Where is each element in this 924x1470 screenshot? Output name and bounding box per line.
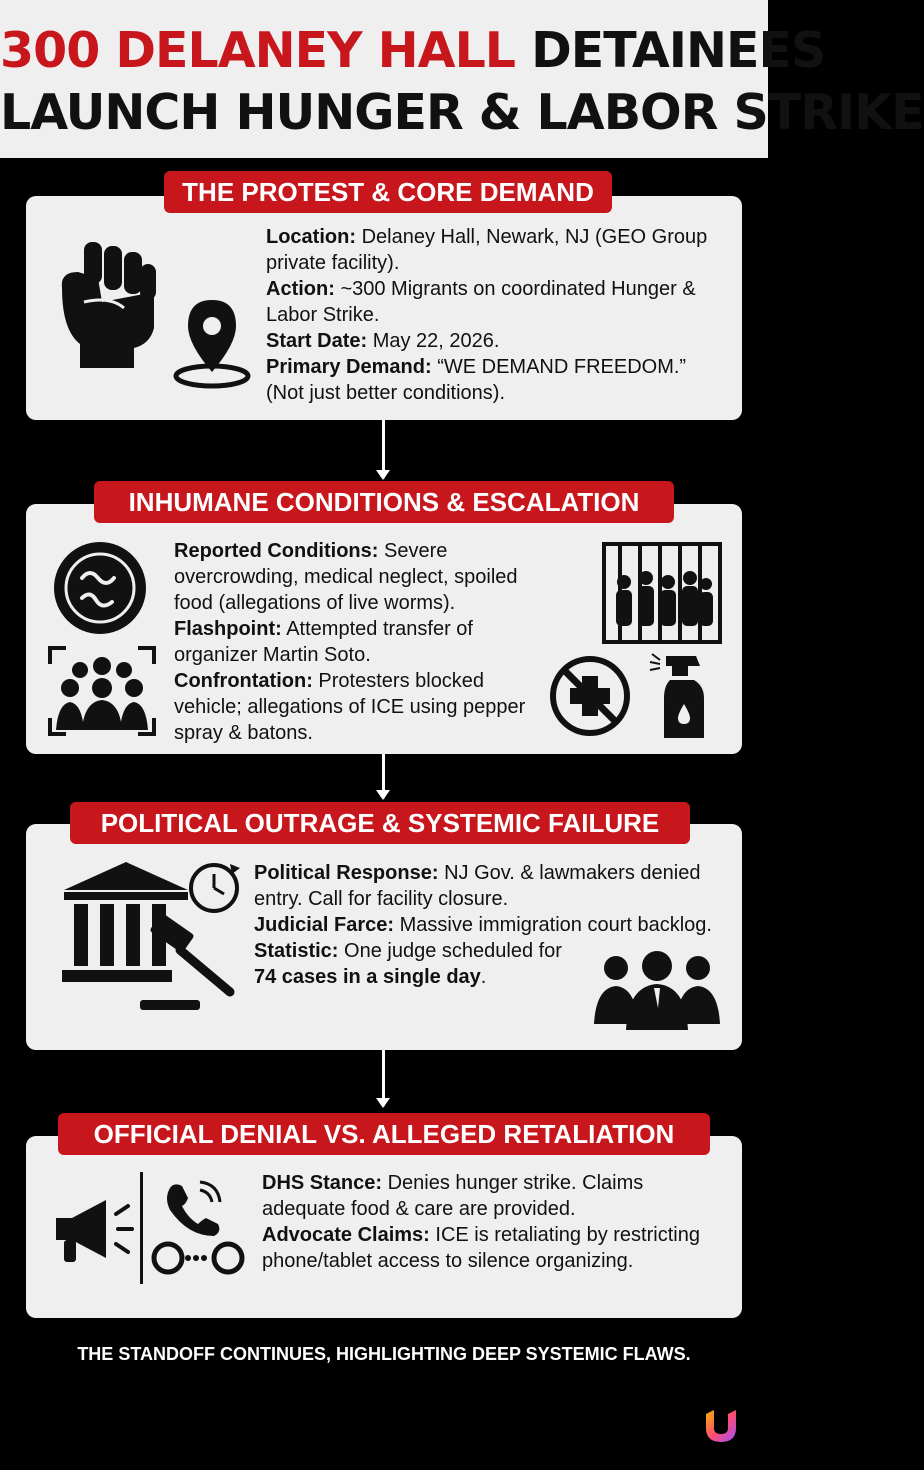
section-conditions-heading: INHUMANE CONDITIONS & ESCALATION (94, 481, 674, 523)
spray-bottle-icon (648, 650, 718, 742)
item-location: Location: Delaney Hall, Newark, NJ (GEO Group private facility). (266, 226, 708, 274)
section-political-card (26, 824, 742, 1050)
location-pin-icon (172, 296, 252, 388)
item-flashpoint: Flashpoint: Attempted transfer of organizer Martin Soto. (174, 618, 473, 666)
phone-icon (164, 1180, 224, 1238)
section-political-heading: POLITICAL OUTRAGE & SYSTEMIC FAILURE (70, 802, 690, 844)
footer-tagline: THE STANDOFF CONTINUES, HIGHLIGHTING DEEP SYSTEMIC FLAWS. (77, 1344, 691, 1364)
flow-arrow-2 (382, 754, 385, 798)
item-start-date: Start Date: May 22, 2026. (266, 330, 500, 352)
raised-fist-icon (54, 232, 164, 372)
item-action: Action: ~300 Migrants on coordinated Hunger & Labor Strike. (266, 278, 696, 326)
item-statistic: Statistic: One judge scheduled for 74 cases in a single day. (254, 940, 562, 988)
section-protest-card (26, 196, 742, 420)
flow-arrow-3 (382, 1050, 385, 1106)
item-advocate-claims: Advocate Claims: ICE is retaliating by restricting phone/tablet access to silence organizing. (262, 1224, 700, 1272)
flow-arrow-1 (382, 420, 385, 478)
gavel-icon (138, 916, 238, 1016)
section-denial-heading: OFFICIAL DENIAL VS. ALLEGED RETALIATION (58, 1113, 710, 1155)
item-primary-demand: Primary Demand: “WE DEMAND FREEDOM.” (Not just better conditions). (266, 356, 687, 404)
section-denial-card (26, 1136, 742, 1318)
section-protest-heading: THE PROTEST & CORE DEMAND (164, 171, 612, 213)
title-highlight: 300 DELANEY HALL (0, 22, 516, 79)
section-political-text (254, 860, 714, 990)
handcuffs-icon (150, 1240, 246, 1276)
item-dhs-stance: DHS Stance: Denies hunger strike. Claims adequate food & care are provided. (262, 1172, 644, 1220)
item-political-response: Political Response: NJ Gov. & lawmakers denied entry. Call for facility closure. (254, 862, 701, 910)
title-line-1 (0, 22, 826, 79)
item-reported-conditions: Reported Conditions: Severe overcrowding, medical neglect, spoiled food (allegations of live worms). (174, 540, 518, 614)
prison-bars-icon (602, 542, 722, 644)
crowd-icon (46, 644, 158, 738)
item-confrontation: Confrontation: Protesters blocked vehicle; allegations of ICE using pepper spray & batons. (174, 670, 526, 744)
vertical-divider (140, 1172, 143, 1284)
section-conditions-card (26, 504, 742, 754)
section-denial-text (262, 1170, 722, 1274)
worms-icon (52, 540, 148, 636)
clock-icon (186, 860, 242, 916)
title-line-2: LAUNCH HUNGER & LABOR STRIKE (0, 84, 924, 141)
section-protest-text (266, 224, 726, 406)
no-medical-icon (548, 654, 632, 738)
section-conditions-text (174, 538, 550, 746)
title-rest: DETAINEES (531, 22, 826, 79)
header (0, 0, 924, 158)
item-judicial-farce: Judicial Farce: Massive immigration court backlog. (254, 914, 712, 936)
brand-logo-icon (702, 1406, 740, 1446)
megaphone-icon (50, 1194, 136, 1268)
